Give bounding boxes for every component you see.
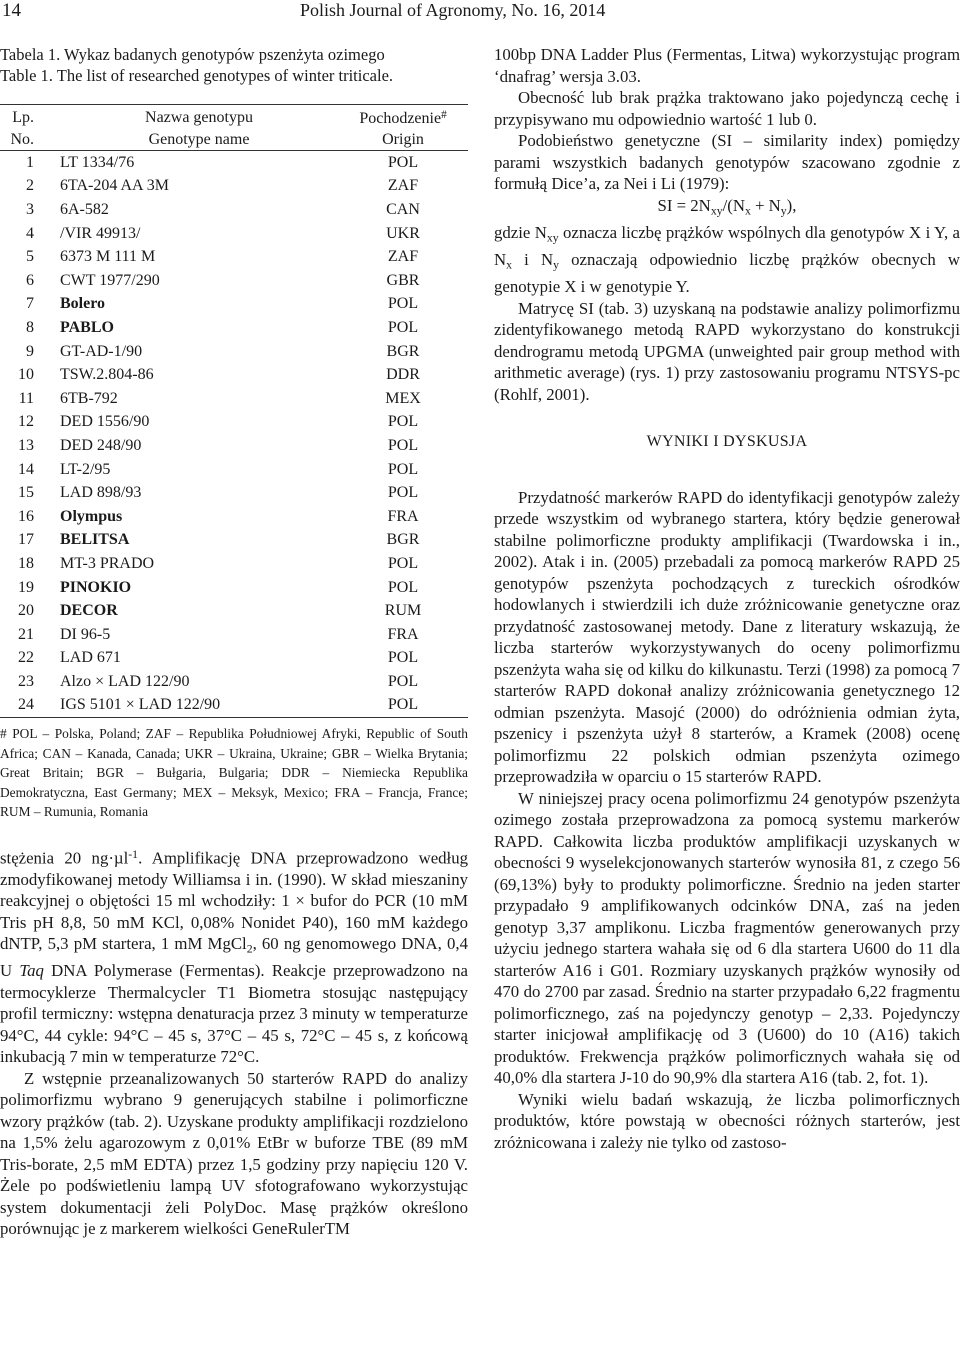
table-row [0, 529, 468, 553]
genotype-origin: CAN [386, 201, 420, 219]
genotype-name: Bolero [60, 295, 106, 313]
table-body [0, 151, 468, 718]
row-number: 7 [26, 295, 34, 313]
table-caption-pl: Tabela 1. Wykaz badanych genotypów pszenżyta ozimego [0, 45, 385, 64]
table-row [0, 387, 468, 411]
genotype-origin: FRA [387, 507, 419, 525]
row-number: 17 [18, 531, 34, 549]
genotype-origin: ZAF [387, 248, 419, 266]
genotype-origin: POL [387, 672, 419, 690]
genotype-name: Olympus [60, 507, 123, 525]
row-number: 9 [26, 342, 34, 360]
genotype-name: 6A-582 [60, 201, 109, 219]
genotype-name: BELITSA [60, 531, 130, 549]
row-number: 24 [0, 694, 60, 718]
row-number: 11 [18, 389, 34, 407]
genotype-origin: DDR [386, 366, 420, 384]
table-row [0, 411, 468, 435]
genotype-name: GT-AD-1/90 [60, 342, 143, 360]
genotype-name: Alzo × LAD 122/90 [60, 672, 190, 690]
table-row [0, 198, 468, 222]
left-body-text [0, 844, 468, 1240]
row-number: 21 [18, 625, 34, 643]
table-row [0, 175, 468, 199]
genotype-name: LAD 898/93 [60, 484, 142, 502]
row-number: 22 [18, 649, 34, 667]
genotype-origin: GBR [386, 271, 420, 289]
paragraph: Matrycę SI (tab. 3) uzyskaną na podstawie analizy polimorfizmu zidentyfikowanego metodą RAPD wykorzystano do konstrukcji dendrogramu metodą UPGMA (unweighted pair group method with arithmetic average) (rys. 1) przy zastosowaniu programu NTSYS-pc (Rohlf, 2001). [494, 298, 960, 404]
genotype-origin: POL [338, 694, 468, 718]
table-row [0, 505, 468, 529]
genotype-origin: POL [387, 318, 419, 336]
row-number: 3 [26, 201, 34, 219]
table-row [0, 647, 468, 671]
genotype-name: MT-3 PRADO [60, 554, 155, 572]
genotype-origin: POL [387, 436, 419, 454]
genotype-name: LT 1334/76 [60, 153, 135, 171]
page-header [0, 0, 960, 30]
row-number: 1 [26, 153, 34, 171]
row-number: 14 [18, 460, 34, 478]
genotype-origin: BGR [386, 342, 420, 360]
genotype-origin: POL [387, 460, 419, 478]
col-header-no: No. [0, 129, 60, 151]
genotype-origin: ZAF [387, 177, 419, 195]
genotype-origin: POL [387, 578, 419, 596]
paragraph: Obecność lub brak prążka traktowano jako pojedynczą cechę i przypisywano mu odpowiednio wartość 1 lub 0. [494, 88, 960, 129]
row-number: 12 [18, 413, 34, 431]
row-number: 13 [18, 436, 34, 454]
table-row [0, 151, 468, 175]
row-number: 8 [26, 318, 34, 336]
genotype-name: PABLO [60, 318, 114, 336]
genotype-origin: POL [387, 649, 419, 667]
row-number: 23 [18, 672, 34, 690]
genotype-origin: RUM [384, 602, 422, 620]
table-footnote: # POL – Polska, Poland; ZAF – Republika Południowej Afryki, Republic of South Africa; CAN – Kanada, Canada; UKR – Ukraina, Ukraine; GBR – Wielka Brytania; Great Britain; BGR – Bułgaria, Bulgaria; DDR – Niemiecka Republika Demokratyczna, East Germany; MEX – Meksyk, Mexico; FRA – Francja, France; RUM – Rumunia, Romania [0, 726, 468, 820]
table-row [0, 434, 468, 458]
left-column [0, 44, 468, 1240]
paragraph: Podobieństwo genetyczne (SI – similarity index) pomiędzy parami wszystkich badanych genotypów szacowano zgodnie z formułą Dice’a, za Nei i Li (1979): [494, 131, 960, 193]
genotype-name: 6TB-792 [60, 389, 118, 407]
genotype-origin: POL [387, 153, 419, 171]
col-header-origin: Pochodzenie# [338, 105, 468, 130]
table-row [0, 340, 468, 364]
genotype-origin: FRA [387, 625, 419, 643]
genotype-name: DI 96-5 [60, 625, 111, 643]
row-number: 15 [18, 484, 34, 502]
genotype-name: LT-2/95 [60, 460, 111, 478]
table-row [0, 458, 468, 482]
dice-formula: SI = $2N_{xy}/(N_x + N_y)$, [657, 195, 797, 218]
table-row [0, 670, 468, 694]
page-number: 14 [2, 0, 21, 21]
row-number: 10 [18, 366, 34, 384]
genotype-name: CWT 1977/290 [60, 271, 160, 289]
genotype-name: 6TA-204 AA 3M [60, 177, 169, 195]
row-number: 16 [18, 507, 34, 525]
row-number: 18 [18, 554, 34, 572]
paragraph: Wyniki wielu badań wskazują, że liczba polimorficznych produktów, które powstają w obecności różnych starterów, jest zróżnicowana i zależy nie tylko od zastoso- [494, 1089, 960, 1152]
table-row [0, 623, 468, 647]
table-row [0, 599, 468, 623]
genotype-name: PINOKIO [60, 578, 132, 596]
table-row [0, 363, 468, 387]
paragraph: 100bp DNA Ladder Plus (Fermentas, Litwa) wykorzystując program ‘dnafrag’ wersja 3.03. [494, 45, 960, 86]
col-header-genotype-name: Genotype name [60, 129, 338, 151]
section-heading: WYNIKI I DYSKUSJA [646, 433, 808, 451]
table-row [0, 245, 468, 269]
table-row [0, 269, 468, 293]
row-number: 4 [26, 224, 34, 242]
col-header-lp: Lp. [0, 105, 60, 130]
table-row [0, 316, 468, 340]
paragraph: gdzie $N_{xy}$ oznacza liczbę prążków wspólnych dla genotypów X i Y, a $N_x$ i $N_y$ oznaczają odpowiednio liczbę prążków obecnych w genotypie X i w genotypie Y. [494, 223, 960, 297]
genotype-name: DECOR [60, 602, 118, 620]
genotype-origin: BGR [386, 531, 420, 549]
paragraph: W niniejszej pracy ocena polimorfizmu 24 genotypów pszenżyta ozimego została przeprowadzona za pomocą systemu markerów RAPD. Całkowita liczba produktów amplifikacji uzyskanych w obecności 9 wyselekcjonowanych starterów wynosiła 81, z czego 56 (69,13%) były to produkty polimorficzne. Średnio na jeden starter przypadało 9 amplifikowanych odcinków DNA, zaś na jeden genotyp 3,37 amplikonu. Liczba fragmentów generowanych przy użyciu jednego startera wahała się od 6 dla startera U600 do 11 dla starterów A16 i G01. Rozmiary uzyskanych prążków wynosiły od 470 do 2700 par zasad. Średnio na starter przypadało 6,22 fragmentu polimorficznego, zaś na pojedynczy genotyp – 2,33. Pojedynczy starter inicjował amplifikację od 3 (U600) do 10 (A16) takich produktów. Frekwencja prążków polimorficznych wahała się od 40,0% dla startera J-10 do 90,9% dla startera A16 (tab. 2, fot. 1). [494, 788, 960, 1088]
table-row [0, 694, 468, 718]
genotype-name: DED 1556/90 [60, 413, 150, 431]
table-row [0, 293, 468, 317]
genotype-origin: POL [387, 554, 419, 572]
col-header-name: Nazwa genotypu [60, 105, 338, 130]
row-number: 20 [18, 602, 34, 620]
col-header-origin-en: Origin [338, 129, 468, 151]
genotype-origin: POL [387, 295, 419, 313]
table-row [0, 576, 468, 600]
table-caption-en: Table 1. The list of researched genotypes of winter triticale. [0, 66, 394, 85]
genotype-name: /VIR 49913/ [60, 224, 141, 242]
genotype-origin: UKR [386, 224, 420, 242]
table-row [0, 222, 468, 246]
row-number: 5 [26, 248, 34, 266]
table-row [0, 481, 468, 505]
paragraph: Z wstępnie przeanalizowanych 50 starterów RAPD do analizy polimorfizmu wybrano 9 generujących stabilne i polimorficzne wzory prążków (tab. 2). Uzyskane produkty amplifikacji rozdzielono na 1,5% żelu agarozowym z 0,01% EtBr w buforze TBE (89 mM Tris-borate, 2,5 mM EDTA) przez 1,5 godziny przy napięciu 120 V. Żele po podświetleniu lampą UV sfotografowano wykorzystując system dokumentacji żeli PolyDoc. Masę prążków określono porównując je z markerem wielkości GeneRulerTM [0, 1068, 468, 1239]
genotype-name: IGS 5101 × LAD 122/90 [60, 694, 338, 718]
genotype-name: 6373 M 111 M [60, 248, 156, 266]
genotype-origin: POL [387, 484, 419, 502]
paragraph: stężenia 20 ng·µl$^{-1}$. Amplifikację DNA przeprowadzono według zmodyfikowanej metody Williamsa i in. (1990). W skład mieszaniny reakcyjnej o objętości 15 ml wchodziły: 1 × bufor do PCR (10 mM Tris pH 8,8, 50 mM KCl, 0,08% Nonidet P40), 160 mM każdego dNTP, 5,3 pM startera, 1 mM MgCl$_2$, 60 ng genomowego DNA, 0,4 U Taq DNA Polymerase (Fermentas). Reakcje przeprowadzono na termocyklerze Thermalcycler T1 Biometra stosując następujący profil termiczny: wstępna denaturacja przez 3 minuty w temperaturze 94°C, 44 cykle: 94°C – 45 s, 37°C – 45 s, 72°C – 45 s, z końcową inkubacją 7 min w temperaturze 72°C. [0, 847, 468, 1067]
row-number: 6 [26, 271, 34, 289]
genotype-origin: MEX [385, 389, 421, 407]
row-number: 2 [26, 177, 34, 195]
genotype-origin: POL [387, 413, 419, 431]
table-row [0, 552, 468, 576]
paragraph: Przydatność markerów RAPD do identyfikacji genotypów zależy przede wszystkim od wybranego startera, który będzie generował stabilne polimorficzne produkty amplifikacji (Twardowska i in., 2002). Atak i in. (2005) przebadali za pomocą markerów RAPD 25 genotypów pszenżyta pochodzących z tureckich ośrodków hodowlanych i stwierdzili ich duże zróżnicowanie genetyczne oraz przydatność zastosowanej metody. Dane z literatury wskazują, że liczba starterów wykorzystywanych do oceny polimorfizmu pszenżyta waha się od kilku do kilkunastu. Terzi (1998) za pomocą 7 starterów RAPD dokonał analizy zróżnicowania genetycznego 12 odmian pszenżyta. Masojć (2000) do odróżnienia odmian żyta, pszenicy i pszenżyta użył 8 starterów, a Kramek (2008) ocenę polimorfizmu 22 polskich odmian pszenżyta ozimego przeprowadziła w oparciu o 15 starterów RAPD. [494, 487, 960, 787]
genotype-name: DED 248/90 [60, 436, 142, 454]
right-column [494, 44, 960, 1153]
genotype-name: TSW.2.804-86 [60, 366, 154, 384]
genotype-name: LAD 671 [60, 649, 121, 667]
row-number: 19 [18, 578, 34, 596]
journal-title: Polish Journal of Agronomy, No. 16, 2014 [300, 0, 606, 20]
genotype-table [0, 104, 468, 718]
